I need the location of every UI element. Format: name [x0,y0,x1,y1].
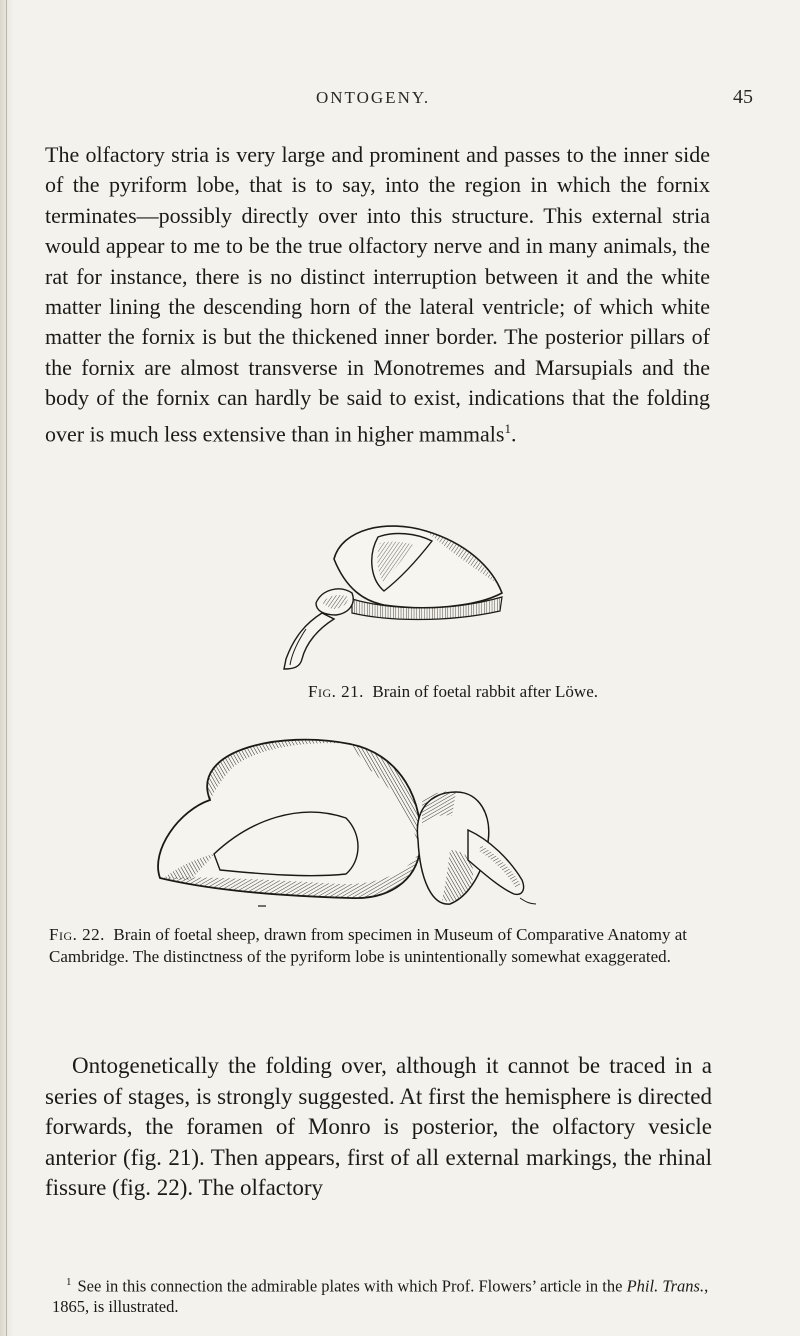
paragraph-text: The olfactory stria is very large and prominent and passes to the inner side of the pyriform lobe, that is to say, into the region in which the fornix terminates—possibly directly over into this structure. This external stria would appear to me to be the true olfactory nerve and in many animals, the rat for instance, there is no distinct interruption between it and the white matter lining the descending horn of the lateral ventricle; of which white matter the fornix is but the thickened inner border. The posterior pillars of the fornix are almost transverse in Monotremes and Marsupials and the body of the fornix can hardly be said to exist, indications that the folding over is much less extensive than in higher mammals [45,142,710,446]
footnote-mark: 1 [66,1276,72,1288]
figure-21-label: Fig. 21. [308,682,364,701]
figure-22-sheep-brain-illustration [150,730,570,920]
running-head [0,88,800,118]
footnote-reference: 1 [504,420,511,436]
paragraph-ontogenetic-folding: Ontogenetically the folding over, although it cannot be traced in a series of stages, is strongly suggested. At first the hemisphere is directed forwards, the foramen of Monro is posterior, the olfactory vesicle anterior (fig. 21). Then appears, first of all external markings, the rhinal fissure (fig. 22). The olfactory [45,1053,712,1201]
figure-21-rabbit-brain-illustration [276,519,512,672]
footnote [52,1272,712,1318]
figure-22-label: Fig. 22. [49,925,105,944]
page-binding-edge [0,0,14,1336]
paragraph-olfactory-stria [45,140,710,449]
figure-21-caption-text: Brain of foetal rabbit after Löwe. [372,682,598,701]
footnote-text-before: See in this connection the admirable plates with which Prof. Flowers’ article in the [77,1276,627,1296]
figure-22-caption-text: Brain of foetal sheep, drawn from specimen in Museum of Comparative Anatomy at Cambridge. The distinctness of the pyriform lobe is unintentionally somewhat exaggerated. [49,925,687,966]
figure-22-caption [49,924,711,968]
paragraph-end: . [510,420,517,446]
footnote-text-after: , 1865, is illustrated. [52,1276,709,1317]
page-number: 45 [733,86,753,108]
figure-21-caption [308,681,778,703]
footnote-journal: Phil. Trans. [626,1276,705,1296]
running-title: ONTOGENY. [316,88,431,107]
